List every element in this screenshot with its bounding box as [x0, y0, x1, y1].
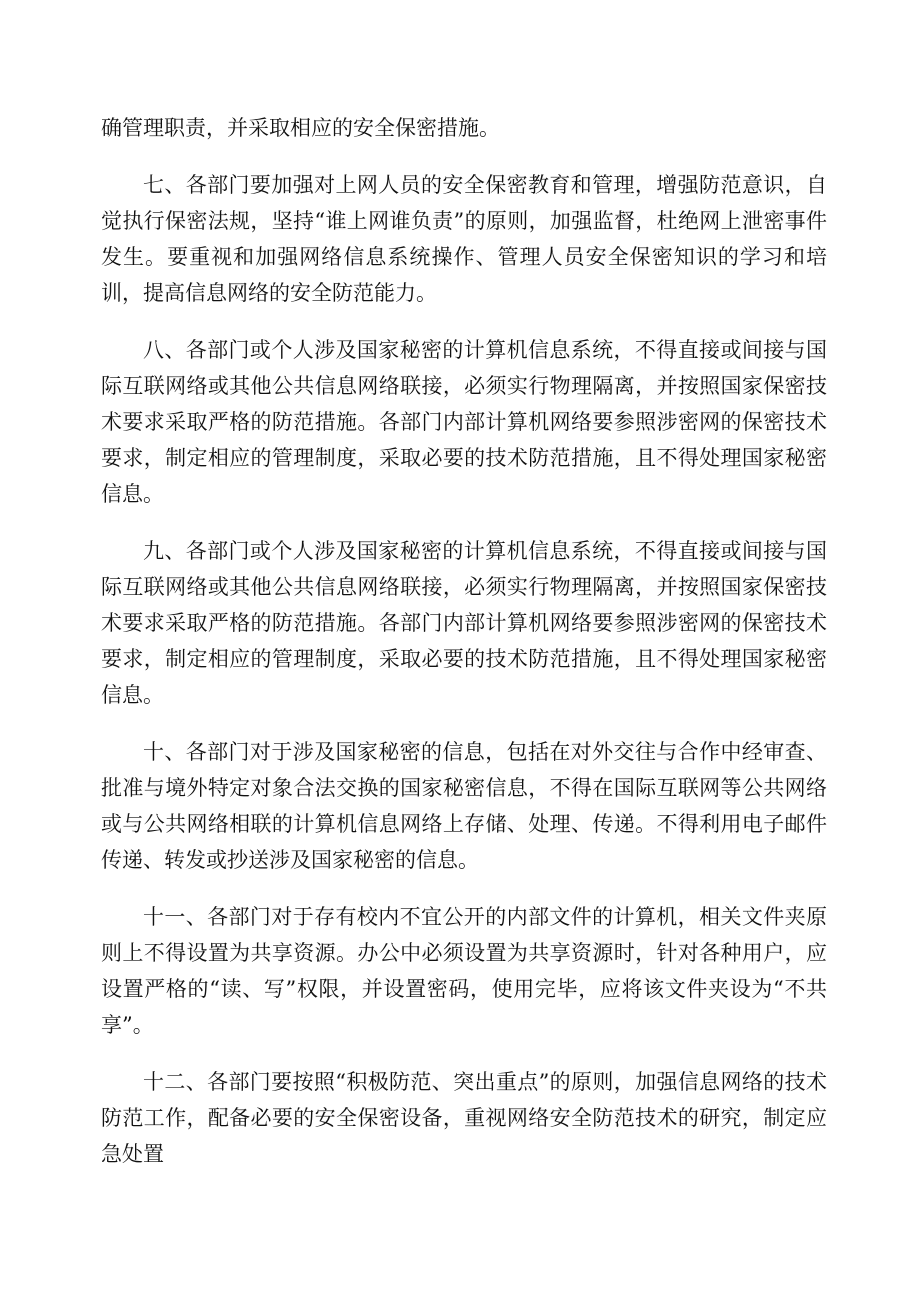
paragraph-article-11: 十一、各部门对于存有校内不宜公开的内部文件的计算机，相关文件夹原则上不得设置为共享资源。办公中必须设置为共享资源时，针对各种用户，应设置严格的“读、写”权限，并设置密码，使用完毕，应将该文件夹设为“不共享”。	[101, 905, 827, 1037]
paragraph-article-9: 九、各部门或个人涉及国家秘密的计算机信息系统，不得直接或间接与国际互联网络或其他公共信息网络联接，必须实行物理隔离，并按照国家保密技术要求采取严格的防范措施。各部门内部计算机网络要参照涉密网的保密技术要求，制定相应的管理制度，采取必要的技术防范措施，且不得处理国家秘密信息。	[101, 539, 827, 707]
paragraph-article-8: 八、各部门或个人涉及国家秘密的计算机信息系统，不得直接或间接与国际互联网络或其他公共信息网络联接，必须实行物理隔离，并按照国家保密技术要求采取严格的防范措施。各部门内部计算机网络要参照涉密网的保密技术要求，制定相应的管理制度，采取必要的技术防范措施，且不得处理国家秘密信息。	[101, 338, 827, 506]
paragraph-article-10: 十、各部门对于涉及国家秘密的信息，包括在对外交往与合作中经审查、批准与境外特定对象合法交换的国家秘密信息，不得在国际互联网等公共网络或与公共网络相联的计算机信息网络上存储、处理、传递。不得利用电子邮件传递、转发或抄送涉及国家秘密的信息。	[101, 740, 827, 872]
paragraph-continued: 确管理职责，并采取相应的安全保密措施。	[101, 116, 500, 140]
paragraph-article-12: 十二、各部门要按照“积极防范、突出重点”的原则，加强信息网络的技术防范工作，配备必要的安全保密设备，重视网络安全防范技术的研究，制定应急处置	[101, 1070, 827, 1166]
document-body	[101, 110, 827, 1193]
paragraph-article-7: 七、各部门要加强对上网人员的安全保密教育和管理，增强防范意识，自觉执行保密法规，坚持“谁上网谁负责”的原则，加强监督，杜绝网上泄密事件发生。要重视和加强网络信息系统操作、管理人员安全保密知识的学习和培训，提高信息网络的安全防范能力。	[101, 173, 827, 305]
